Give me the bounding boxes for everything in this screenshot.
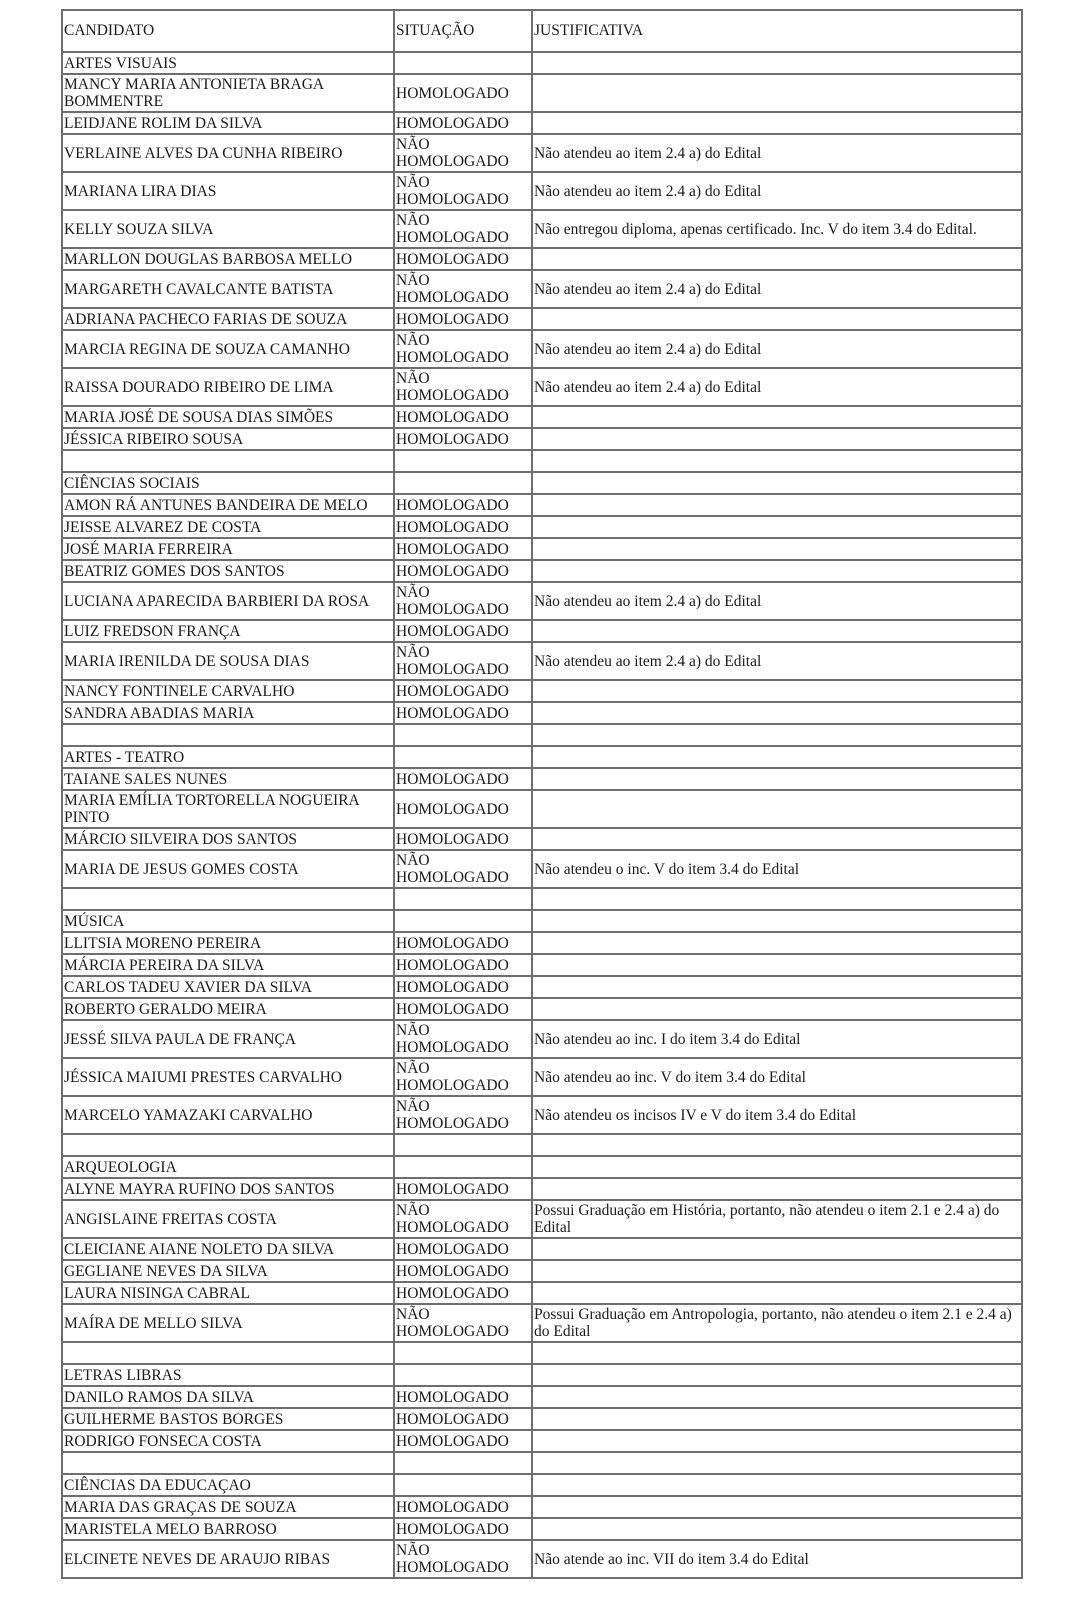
justification-cell (532, 74, 1022, 112)
candidate-cell: VERLAINE ALVES DA CUNHA RIBEIRO (62, 134, 394, 172)
status-cell: NÃO HOMOLOGADO (394, 1540, 532, 1578)
status-cell: NÃO HOMOLOGADO (394, 134, 532, 172)
status-cell: HOMOLOGADO (394, 406, 532, 428)
status-cell: HOMOLOGADO (394, 998, 532, 1020)
justification-cell: Possui Graduação em História, portanto, não atendeu o item 2.1 e 2.4 a) do Edital (532, 1200, 1022, 1238)
candidate-cell: MARISTELA MELO BARROSO (62, 1518, 394, 1540)
justification-cell (532, 1178, 1022, 1200)
justification-cell (532, 1282, 1022, 1304)
table-row (62, 1540, 1022, 1578)
candidate-cell: LETRAS LIBRAS (62, 1364, 394, 1386)
status-cell (394, 472, 532, 494)
header-justification: JUSTIFICATIVA (532, 10, 1022, 52)
table-row (62, 112, 1022, 134)
table-row (62, 406, 1022, 428)
candidate-cell: CLEICIANE AIANE NOLETO DA SILVA (62, 1238, 394, 1260)
table-header-row (62, 10, 1022, 52)
status-cell (394, 888, 532, 910)
candidate-cell (62, 1134, 394, 1156)
status-cell: HOMOLOGADO (394, 428, 532, 450)
table-row (62, 998, 1022, 1020)
candidate-cell: JOSÉ MARIA FERREIRA (62, 538, 394, 560)
status-cell (394, 1156, 532, 1178)
status-cell: HOMOLOGADO (394, 768, 532, 790)
status-cell: HOMOLOGADO (394, 516, 532, 538)
candidate-cell: MÁRCIO SILVEIRA DOS SANTOS (62, 828, 394, 850)
table-row (62, 74, 1022, 112)
header-status: SITUAÇÃO (394, 10, 532, 52)
candidate-cell (62, 888, 394, 910)
status-cell: HOMOLOGADO (394, 1178, 532, 1200)
section-row (62, 52, 1022, 74)
justification-cell (532, 1518, 1022, 1540)
status-cell: HOMOLOGADO (394, 538, 532, 560)
spacer-row (62, 1452, 1022, 1474)
justification-cell (532, 746, 1022, 768)
status-cell: HOMOLOGADO (394, 1496, 532, 1518)
candidate-cell: ADRIANA PACHECO FARIAS DE SOUZA (62, 308, 394, 330)
status-cell: HOMOLOGADO (394, 620, 532, 642)
table-row (62, 642, 1022, 680)
justification-cell: Não atendeu ao item 2.4 a) do Edital (532, 172, 1022, 210)
status-cell: NÃO HOMOLOGADO (394, 642, 532, 680)
justification-cell: Não atendeu ao item 2.4 a) do Edital (532, 368, 1022, 406)
status-cell: NÃO HOMOLOGADO (394, 330, 532, 368)
candidate-cell: ELCINETE NEVES DE ARAUJO RIBAS (62, 1540, 394, 1578)
justification-cell (532, 538, 1022, 560)
table-row (62, 1430, 1022, 1452)
candidate-cell: JESSÉ SILVA PAULA DE FRANÇA (62, 1020, 394, 1058)
table-row (62, 560, 1022, 582)
status-cell: NÃO HOMOLOGADO (394, 1020, 532, 1058)
justification-cell (532, 516, 1022, 538)
justification-cell (532, 724, 1022, 746)
candidate-cell: MARIA IRENILDA DE SOUSA DIAS (62, 642, 394, 680)
status-cell: HOMOLOGADO (394, 1260, 532, 1282)
candidate-cell: JÉSSICA RIBEIRO SOUSA (62, 428, 394, 450)
spacer-row (62, 1342, 1022, 1364)
candidate-cell: ARQUEOLOGIA (62, 1156, 394, 1178)
table-row (62, 1282, 1022, 1304)
section-row (62, 910, 1022, 932)
candidate-cell: MARIA DAS GRAÇAS DE SOUZA (62, 1496, 394, 1518)
justification-cell: Não atendeu ao inc. I do item 3.4 do Edital (532, 1020, 1022, 1058)
candidate-cell: JEISSE ALVAREZ DE COSTA (62, 516, 394, 538)
status-cell (394, 1134, 532, 1156)
candidate-cell: BEATRIZ GOMES DOS SANTOS (62, 560, 394, 582)
table-row (62, 1238, 1022, 1260)
justification-cell (532, 406, 1022, 428)
justification-cell (532, 1408, 1022, 1430)
candidate-cell: MARCIA REGINA DE SOUZA CAMANHO (62, 330, 394, 368)
justification-cell (532, 1430, 1022, 1452)
status-cell: HOMOLOGADO (394, 248, 532, 270)
status-cell: NÃO HOMOLOGADO (394, 1304, 532, 1342)
justification-cell (532, 910, 1022, 932)
justification-cell: Não atendeu ao item 2.4 a) do Edital (532, 582, 1022, 620)
table-row (62, 270, 1022, 308)
justification-cell (532, 888, 1022, 910)
justification-cell (532, 828, 1022, 850)
candidate-cell: GUILHERME BASTOS BORGES (62, 1408, 394, 1430)
status-cell: HOMOLOGADO (394, 954, 532, 976)
table-row (62, 828, 1022, 850)
candidate-cell (62, 450, 394, 472)
table-row (62, 368, 1022, 406)
candidate-cell: LAURA NISINGA CABRAL (62, 1282, 394, 1304)
candidate-cell: ALYNE MAYRA RUFINO DOS SANTOS (62, 1178, 394, 1200)
status-cell: HOMOLOGADO (394, 560, 532, 582)
justification-cell (532, 112, 1022, 134)
candidate-cell: AMON RÁ ANTUNES BANDEIRA DE MELO (62, 494, 394, 516)
table-row (62, 516, 1022, 538)
status-cell: HOMOLOGADO (394, 1386, 532, 1408)
justification-cell (532, 702, 1022, 724)
status-cell (394, 1452, 532, 1474)
justification-cell (532, 680, 1022, 702)
table-row (62, 1096, 1022, 1134)
candidate-cell: RODRIGO FONSECA COSTA (62, 1430, 394, 1452)
candidate-cell: MANCY MARIA ANTONIETA BRAGA BOMMENTRE (62, 74, 394, 112)
candidate-cell: SANDRA ABADIAS MARIA (62, 702, 394, 724)
justification-cell (532, 1156, 1022, 1178)
table-row (62, 1496, 1022, 1518)
table-row (62, 1304, 1022, 1342)
table-row (62, 680, 1022, 702)
status-cell: HOMOLOGADO (394, 976, 532, 998)
table-row (62, 790, 1022, 828)
justification-cell: Não atendeu ao item 2.4 a) do Edital (532, 134, 1022, 172)
candidate-cell: MÁRCIA PEREIRA DA SILVA (62, 954, 394, 976)
justification-cell (532, 620, 1022, 642)
justification-cell (532, 1260, 1022, 1282)
status-cell (394, 1342, 532, 1364)
spacer-row (62, 888, 1022, 910)
table-row (62, 620, 1022, 642)
justification-cell (532, 428, 1022, 450)
table-row (62, 582, 1022, 620)
candidate-cell: CARLOS TADEU XAVIER DA SILVA (62, 976, 394, 998)
candidate-cell: LUCIANA APARECIDA BARBIERI DA ROSA (62, 582, 394, 620)
status-cell (394, 450, 532, 472)
justification-cell (532, 248, 1022, 270)
justification-cell (532, 976, 1022, 998)
justification-cell (532, 1496, 1022, 1518)
candidate-cell: MAÍRA DE MELLO SILVA (62, 1304, 394, 1342)
status-cell (394, 1474, 532, 1496)
table-row (62, 330, 1022, 368)
candidate-cell: MARIA EMÍLIA TORTORELLA NOGUEIRA PINTO (62, 790, 394, 828)
justification-cell (532, 308, 1022, 330)
status-cell: HOMOLOGADO (394, 1518, 532, 1540)
justification-cell (532, 1474, 1022, 1496)
candidate-cell (62, 724, 394, 746)
justification-cell (532, 52, 1022, 74)
status-cell: HOMOLOGADO (394, 308, 532, 330)
justification-cell (532, 560, 1022, 582)
section-row (62, 746, 1022, 768)
status-cell: HOMOLOGADO (394, 680, 532, 702)
table-row (62, 248, 1022, 270)
status-cell: HOMOLOGADO (394, 932, 532, 954)
table-row (62, 702, 1022, 724)
justification-cell (532, 1238, 1022, 1260)
justification-cell: Não atende ao inc. VII do item 3.4 do Edital (532, 1540, 1022, 1578)
status-cell: NÃO HOMOLOGADO (394, 582, 532, 620)
candidate-cell (62, 1342, 394, 1364)
justification-cell (532, 1134, 1022, 1156)
justification-cell: Não atendeu ao inc. V do item 3.4 do Edital (532, 1058, 1022, 1096)
status-cell: HOMOLOGADO (394, 112, 532, 134)
candidates-table (61, 9, 1023, 1579)
justification-cell (532, 998, 1022, 1020)
status-cell (394, 724, 532, 746)
candidate-cell: LUIZ FREDSON FRANÇA (62, 620, 394, 642)
status-cell: HOMOLOGADO (394, 494, 532, 516)
table-row (62, 1260, 1022, 1282)
status-cell (394, 746, 532, 768)
status-cell: NÃO HOMOLOGADO (394, 850, 532, 888)
justification-cell: Não atendeu ao item 2.4 a) do Edital (532, 642, 1022, 680)
justification-cell (532, 494, 1022, 516)
status-cell: HOMOLOGADO (394, 1408, 532, 1430)
section-row (62, 1474, 1022, 1496)
status-cell: HOMOLOGADO (394, 1430, 532, 1452)
section-row (62, 472, 1022, 494)
status-cell: NÃO HOMOLOGADO (394, 1058, 532, 1096)
candidate-cell: LLITSIA MORENO PEREIRA (62, 932, 394, 954)
table-row (62, 1386, 1022, 1408)
candidate-cell: ARTES - TEATRO (62, 746, 394, 768)
table-row (62, 1020, 1022, 1058)
candidate-cell: MARLLON DOUGLAS BARBOSA MELLO (62, 248, 394, 270)
status-cell: HOMOLOGADO (394, 702, 532, 724)
candidate-cell: RAISSA DOURADO RIBEIRO DE LIMA (62, 368, 394, 406)
justification-cell (532, 932, 1022, 954)
table-row (62, 932, 1022, 954)
status-cell (394, 1364, 532, 1386)
candidate-cell: ROBERTO GERALDO MEIRA (62, 998, 394, 1020)
candidate-cell: NANCY FONTINELE CARVALHO (62, 680, 394, 702)
table-row (62, 768, 1022, 790)
candidate-cell: MARIA JOSÉ DE SOUSA DIAS SIMÕES (62, 406, 394, 428)
justification-cell: Não atendeu o inc. V do item 3.4 do Edital (532, 850, 1022, 888)
status-cell: HOMOLOGADO (394, 828, 532, 850)
table-row (62, 308, 1022, 330)
candidate-cell: TAIANE SALES NUNES (62, 768, 394, 790)
candidate-cell: MARGARETH CAVALCANTE BATISTA (62, 270, 394, 308)
table-row (62, 134, 1022, 172)
justification-cell (532, 450, 1022, 472)
justification-cell: Não atendeu ao item 2.4 a) do Edital (532, 270, 1022, 308)
header-candidate: CANDIDATO (62, 10, 394, 52)
spacer-row (62, 724, 1022, 746)
candidate-cell: GEGLIANE NEVES DA SILVA (62, 1260, 394, 1282)
candidate-cell: ANGISLAINE FREITAS COSTA (62, 1200, 394, 1238)
candidate-cell: JÉSSICA MAIUMI PRESTES CARVALHO (62, 1058, 394, 1096)
justification-cell (532, 1386, 1022, 1408)
status-cell (394, 910, 532, 932)
status-cell: HOMOLOGADO (394, 1282, 532, 1304)
table-row (62, 538, 1022, 560)
homologation-document (61, 9, 1021, 1579)
spacer-row (62, 1134, 1022, 1156)
table-row (62, 494, 1022, 516)
candidate-cell: CIÊNCIAS SOCIAIS (62, 472, 394, 494)
justification-cell (532, 954, 1022, 976)
candidate-cell: MARIA DE JESUS GOMES COSTA (62, 850, 394, 888)
table-body (62, 52, 1022, 1578)
table-row (62, 1058, 1022, 1096)
candidate-cell: MARCELO YAMAZAKI CARVALHO (62, 1096, 394, 1134)
table-row (62, 1408, 1022, 1430)
candidate-cell: MÚSICA (62, 910, 394, 932)
justification-cell (532, 472, 1022, 494)
justification-cell (532, 1452, 1022, 1474)
spacer-row (62, 450, 1022, 472)
table-row (62, 210, 1022, 248)
candidate-cell (62, 1452, 394, 1474)
table-row (62, 1200, 1022, 1238)
candidate-cell: MARIANA LIRA DIAS (62, 172, 394, 210)
justification-cell: Não entregou diploma, apenas certificado. Inc. V do item 3.4 do Edital. (532, 210, 1022, 248)
section-row (62, 1156, 1022, 1178)
justification-cell (532, 790, 1022, 828)
justification-cell (532, 768, 1022, 790)
status-cell: HOMOLOGADO (394, 74, 532, 112)
candidate-cell: DANILO RAMOS DA SILVA (62, 1386, 394, 1408)
justification-cell: Possui Graduação em Antropologia, portanto, não atendeu o item 2.1 e 2.4 a) do Edital (532, 1304, 1022, 1342)
status-cell (394, 52, 532, 74)
status-cell: NÃO HOMOLOGADO (394, 172, 532, 210)
justification-cell (532, 1364, 1022, 1386)
justification-cell (532, 1342, 1022, 1364)
justification-cell: Não atendeu ao item 2.4 a) do Edital (532, 330, 1022, 368)
candidate-cell: LEIDJANE ROLIM DA SILVA (62, 112, 394, 134)
status-cell: HOMOLOGADO (394, 790, 532, 828)
status-cell: NÃO HOMOLOGADO (394, 368, 532, 406)
status-cell: HOMOLOGADO (394, 1238, 532, 1260)
status-cell: NÃO HOMOLOGADO (394, 270, 532, 308)
table-row (62, 954, 1022, 976)
status-cell: NÃO HOMOLOGADO (394, 1096, 532, 1134)
status-cell: NÃO HOMOLOGADO (394, 210, 532, 248)
table-row (62, 1518, 1022, 1540)
section-row (62, 1364, 1022, 1386)
table-row (62, 976, 1022, 998)
candidate-cell: CIÊNCIAS DA EDUCAÇAO (62, 1474, 394, 1496)
candidate-cell: KELLY SOUZA SILVA (62, 210, 394, 248)
table-row (62, 428, 1022, 450)
table-row (62, 850, 1022, 888)
table-row (62, 1178, 1022, 1200)
justification-cell: Não atendeu os incisos IV e V do item 3.4 do Edital (532, 1096, 1022, 1134)
candidate-cell: ARTES VISUAIS (62, 52, 394, 74)
table-row (62, 172, 1022, 210)
status-cell: NÃO HOMOLOGADO (394, 1200, 532, 1238)
